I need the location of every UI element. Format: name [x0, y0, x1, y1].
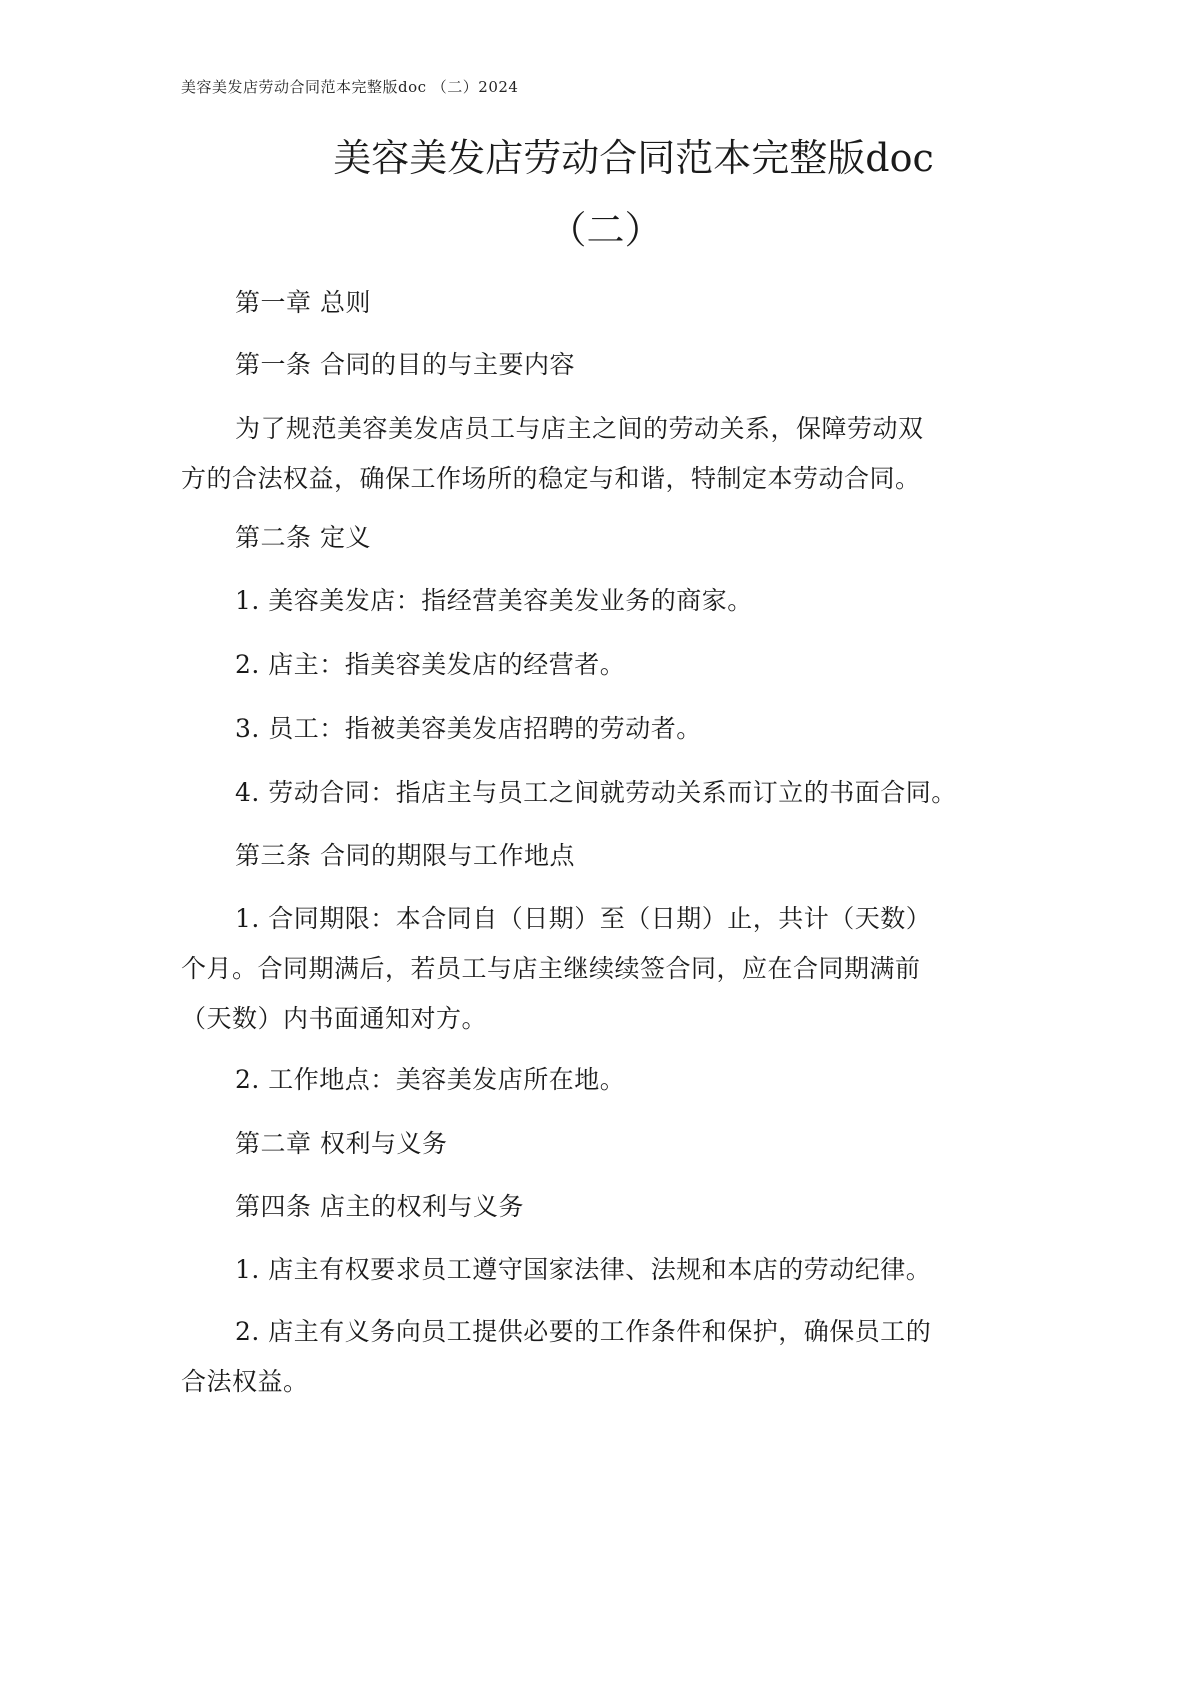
paragraph-line: 个月。合同期满后，若员工与店主继续续签合同，应在合同期满前: [181, 954, 921, 983]
article-4-heading: 第四条 店主的权利与义务: [235, 1192, 524, 1221]
paragraph-line: 合法权益。: [181, 1367, 309, 1396]
article-3-heading: 第三条 合同的期限与工作地点: [235, 841, 575, 870]
article-2-heading: 第二条 定义: [235, 523, 371, 552]
paragraph-line: 方的合法权益，确保工作场所的稳定与和谐，特制定本劳动合同。: [181, 464, 921, 493]
list-item: 1. 店主有权要求员工遵守国家法律、法规和本店的劳动纪律。: [235, 1255, 932, 1284]
document-title: 美容美发店劳动合同范本完整版doc: [333, 136, 934, 180]
chapter-2-heading: 第二章 权利与义务: [235, 1129, 448, 1158]
document-subtitle: （二）: [548, 208, 663, 252]
list-item: 3. 员工：指被美容美发店招聘的劳动者。: [235, 714, 702, 743]
paragraph-line: 1. 合同期限：本合同自（日期）至（日期）止，共计（天数）: [235, 904, 932, 933]
paragraph-line: （天数）内书面通知对方。: [181, 1004, 488, 1033]
chapter-1-heading: 第一章 总则: [235, 288, 371, 317]
list-item: 2. 工作地点：美容美发店所在地。: [235, 1065, 626, 1094]
running-header: 美容美发店劳动合同范本完整版doc （二）2024: [181, 78, 519, 96]
list-item: 2. 店主：指美容美发店的经营者。: [235, 650, 626, 679]
list-item: 1. 美容美发店：指经营美容美发业务的商家。: [235, 586, 753, 615]
list-item: 4. 劳动合同：指店主与员工之间就劳动关系而订立的书面合同。: [235, 778, 957, 807]
paragraph-line: 2. 店主有义务向员工提供必要的工作条件和保护，确保员工的: [235, 1317, 932, 1346]
article-1-heading: 第一条 合同的目的与主要内容: [235, 350, 575, 379]
paragraph-line: 为了规范美容美发店员工与店主之间的劳动关系，保障劳动双: [235, 414, 924, 443]
